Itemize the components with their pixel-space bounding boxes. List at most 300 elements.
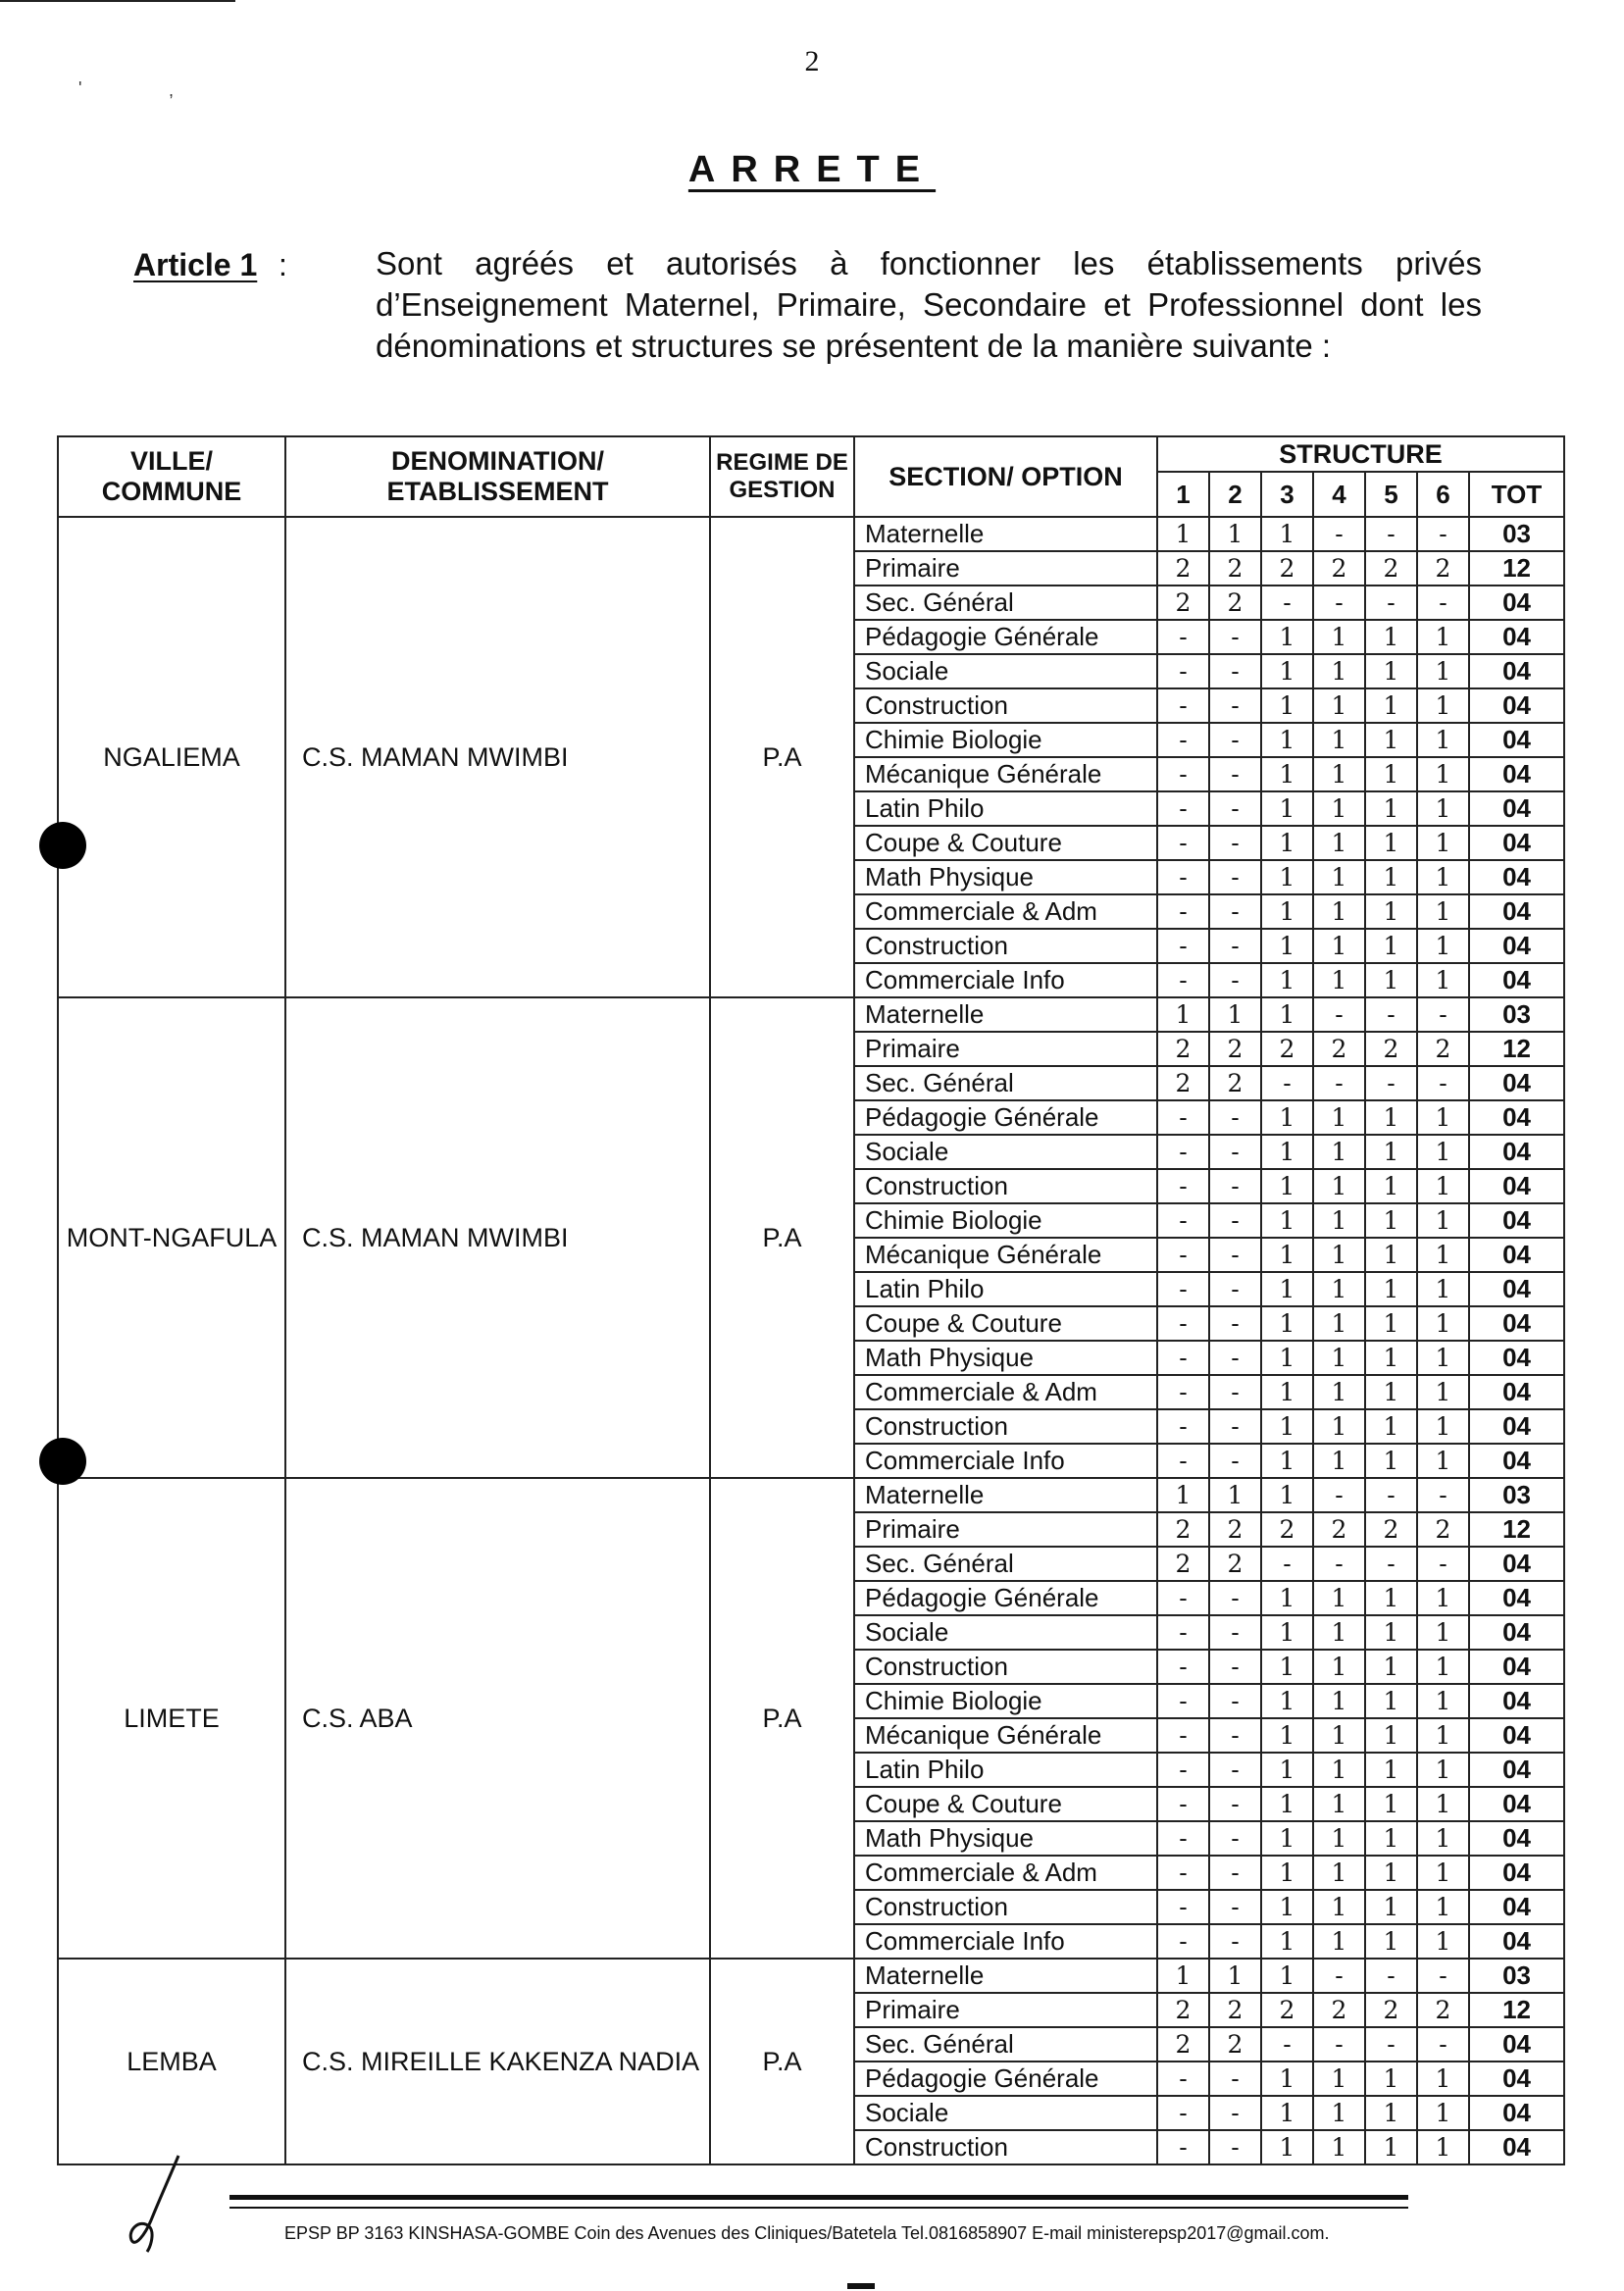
year-6-cell: 1 — [1417, 1341, 1469, 1375]
total-cell: 04 — [1469, 791, 1564, 826]
year-5-cell: 1 — [1365, 1581, 1417, 1615]
year-3-cell: 1 — [1261, 1203, 1313, 1238]
total-cell: 12 — [1469, 1512, 1564, 1547]
total-cell: 04 — [1469, 1169, 1564, 1203]
year-5-cell: 1 — [1365, 826, 1417, 860]
year-1-cell: - — [1157, 1238, 1209, 1272]
year-1-cell: 1 — [1157, 1478, 1209, 1512]
total-cell: 04 — [1469, 1615, 1564, 1650]
year-2-cell: 2 — [1209, 551, 1261, 585]
year-1-cell: - — [1157, 1890, 1209, 1924]
option-cell: Math Physique — [854, 1821, 1157, 1856]
year-1-cell: - — [1157, 1203, 1209, 1238]
year-6-cell: 1 — [1417, 1135, 1469, 1169]
year-4-cell: - — [1313, 1478, 1365, 1512]
header-regime: REGIME DE GESTION — [710, 436, 854, 517]
year-5-cell: 2 — [1365, 1993, 1417, 2027]
year-1-cell: - — [1157, 688, 1209, 723]
year-6-cell: 1 — [1417, 860, 1469, 894]
total-cell: 04 — [1469, 1100, 1564, 1135]
year-6-cell: 2 — [1417, 1032, 1469, 1066]
option-cell: Maternelle — [854, 997, 1157, 1032]
year-3-cell: 1 — [1261, 1306, 1313, 1341]
year-2-cell: - — [1209, 1581, 1261, 1615]
year-2-cell: - — [1209, 1787, 1261, 1821]
option-cell: Coupe & Couture — [854, 1306, 1157, 1341]
school-cell: C.S. MAMAN MWIMBI — [285, 997, 710, 1478]
year-2-cell: - — [1209, 2130, 1261, 2164]
page-number: 2 — [804, 45, 820, 77]
year-5-cell: - — [1365, 1478, 1417, 1512]
year-2-cell: - — [1209, 1306, 1261, 1341]
total-cell: 04 — [1469, 585, 1564, 620]
year-1-cell: - — [1157, 723, 1209, 757]
year-4-cell: 1 — [1313, 1856, 1365, 1890]
year-3-cell: 2 — [1261, 1032, 1313, 1066]
year-3-cell: 2 — [1261, 551, 1313, 585]
year-5-cell: 1 — [1365, 1787, 1417, 1821]
year-3-cell: 1 — [1261, 2096, 1313, 2130]
year-4-cell: 1 — [1313, 1821, 1365, 1856]
total-cell: 04 — [1469, 963, 1564, 997]
year-5-cell: - — [1365, 585, 1417, 620]
year-6-cell: 1 — [1417, 1753, 1469, 1787]
year-2-cell: - — [1209, 860, 1261, 894]
total-cell: 04 — [1469, 1066, 1564, 1100]
structure-table — [57, 435, 1565, 2165]
year-6-cell: 1 — [1417, 1924, 1469, 1959]
year-3-cell: 1 — [1261, 860, 1313, 894]
total-cell: 04 — [1469, 1924, 1564, 1959]
year-1-cell: - — [1157, 963, 1209, 997]
year-1-cell: - — [1157, 2096, 1209, 2130]
year-3-cell: 1 — [1261, 620, 1313, 654]
year-3-cell: 1 — [1261, 2130, 1313, 2164]
year-2-cell: 2 — [1209, 1032, 1261, 1066]
year-6-cell: 1 — [1417, 757, 1469, 791]
year-2-cell: 2 — [1209, 585, 1261, 620]
commune-cell: LEMBA — [58, 1959, 285, 2164]
year-5-cell: 1 — [1365, 791, 1417, 826]
school-cell: C.S. MAMAN MWIMBI — [285, 517, 710, 997]
school-cell: C.S. ABA — [285, 1478, 710, 1959]
option-cell: Pédagogie Générale — [854, 2062, 1157, 2096]
option-cell: Coupe & Couture — [854, 1787, 1157, 1821]
year-5-cell: 1 — [1365, 1821, 1417, 1856]
year-3-cell: 1 — [1261, 1821, 1313, 1856]
total-cell: 04 — [1469, 1821, 1564, 1856]
year-5-cell: 2 — [1365, 1512, 1417, 1547]
option-cell: Maternelle — [854, 1959, 1157, 1993]
year-4-cell: 1 — [1313, 1341, 1365, 1375]
year-1-cell: - — [1157, 757, 1209, 791]
year-4-cell: 1 — [1313, 2062, 1365, 2096]
year-2-cell: - — [1209, 2062, 1261, 2096]
article-text: Sont agréés et autorisés à fonctionner les établissements privés d’Enseignement Maternel, Primaire, Secondaire et Professionnel dont les dénominations et structures se présentent de la manière suivante : — [376, 245, 1482, 364]
year-5-cell: 1 — [1365, 1753, 1417, 1787]
year-5-cell: 1 — [1365, 963, 1417, 997]
option-cell: Primaire — [854, 1512, 1157, 1547]
year-5-cell: 1 — [1365, 2130, 1417, 2164]
year-3-cell: 1 — [1261, 1718, 1313, 1753]
year-5-cell: - — [1365, 1066, 1417, 1100]
year-3-cell: - — [1261, 2027, 1313, 2062]
year-2-cell: - — [1209, 1753, 1261, 1787]
year-1-cell: - — [1157, 860, 1209, 894]
option-cell: Sociale — [854, 1135, 1157, 1169]
year-2-cell: 2 — [1209, 1066, 1261, 1100]
year-3-cell: 1 — [1261, 1272, 1313, 1306]
year-2-cell: - — [1209, 1272, 1261, 1306]
year-2-cell: - — [1209, 1135, 1261, 1169]
year-3-cell: 1 — [1261, 1135, 1313, 1169]
option-cell: Construction — [854, 688, 1157, 723]
year-4-cell: 1 — [1313, 1924, 1365, 1959]
total-cell: 03 — [1469, 1478, 1564, 1512]
option-cell: Chimie Biologie — [854, 1684, 1157, 1718]
year-4-cell: 1 — [1313, 620, 1365, 654]
year-2-cell: - — [1209, 1650, 1261, 1684]
year-1-cell: - — [1157, 2130, 1209, 2164]
total-cell: 04 — [1469, 1444, 1564, 1478]
year-3-cell: 1 — [1261, 1375, 1313, 1409]
year-4-cell: 1 — [1313, 2130, 1365, 2164]
year-3-cell: 1 — [1261, 997, 1313, 1032]
year-4-cell: 1 — [1313, 791, 1365, 826]
year-6-cell: 1 — [1417, 1856, 1469, 1890]
year-6-cell: 1 — [1417, 1306, 1469, 1341]
article-label-text: Article 1 — [133, 247, 258, 282]
year-6-cell: 1 — [1417, 2130, 1469, 2164]
year-3-cell: 2 — [1261, 1512, 1313, 1547]
option-cell: Sec. Général — [854, 2027, 1157, 2062]
option-cell: Latin Philo — [854, 1753, 1157, 1787]
total-cell: 04 — [1469, 654, 1564, 688]
year-6-cell: 1 — [1417, 1203, 1469, 1238]
year-6-cell: 2 — [1417, 1993, 1469, 2027]
year-6-cell: 1 — [1417, 723, 1469, 757]
regime-cell: P.A — [710, 997, 854, 1478]
year-6-cell: - — [1417, 997, 1469, 1032]
year-4-cell: 1 — [1313, 688, 1365, 723]
year-5-cell: 1 — [1365, 1306, 1417, 1341]
year-2-cell: - — [1209, 1375, 1261, 1409]
year-6-cell: - — [1417, 1959, 1469, 1993]
year-2-cell: - — [1209, 1100, 1261, 1135]
year-1-cell: 2 — [1157, 2027, 1209, 2062]
year-5-cell: 2 — [1365, 551, 1417, 585]
year-1-cell: - — [1157, 1924, 1209, 1959]
school-cell: C.S. MIREILLE KAKENZA NADIA — [285, 1959, 710, 2164]
year-1-cell: - — [1157, 1100, 1209, 1135]
year-6-cell: 2 — [1417, 1512, 1469, 1547]
year-2-cell: - — [1209, 620, 1261, 654]
year-4-cell: 1 — [1313, 723, 1365, 757]
year-6-cell: 1 — [1417, 1238, 1469, 1272]
year-6-cell: - — [1417, 1478, 1469, 1512]
year-1-cell: - — [1157, 654, 1209, 688]
bottom-dash — [847, 2283, 875, 2289]
total-cell: 04 — [1469, 2062, 1564, 2096]
year-6-cell: 1 — [1417, 929, 1469, 963]
option-cell: Mécanique Générale — [854, 757, 1157, 791]
option-cell: Chimie Biologie — [854, 1203, 1157, 1238]
year-2-cell: - — [1209, 1684, 1261, 1718]
year-4-cell: 1 — [1313, 1684, 1365, 1718]
year-6-cell: 1 — [1417, 791, 1469, 826]
year-3-cell: 1 — [1261, 791, 1313, 826]
year-3-cell: 1 — [1261, 826, 1313, 860]
year-6-cell: - — [1417, 1066, 1469, 1100]
year-4-cell: 1 — [1313, 929, 1365, 963]
year-3-cell: 1 — [1261, 1959, 1313, 1993]
option-cell: Sec. Général — [854, 1547, 1157, 1581]
option-cell: Commerciale & Adm — [854, 1856, 1157, 1890]
year-5-cell: 2 — [1365, 1032, 1417, 1066]
year-5-cell: 1 — [1365, 894, 1417, 929]
option-cell: Latin Philo — [854, 1272, 1157, 1306]
year-3-cell: - — [1261, 1066, 1313, 1100]
year-2-cell: - — [1209, 1615, 1261, 1650]
total-cell: 04 — [1469, 860, 1564, 894]
year-4-cell: 1 — [1313, 654, 1365, 688]
year-6-cell: 1 — [1417, 620, 1469, 654]
year-4-cell: 1 — [1313, 1272, 1365, 1306]
year-6-cell: 1 — [1417, 1684, 1469, 1718]
year-6-cell: 1 — [1417, 826, 1469, 860]
title-text: ARRETE — [687, 149, 937, 190]
year-2-cell: - — [1209, 723, 1261, 757]
year-5-cell: 1 — [1365, 688, 1417, 723]
year-2-cell: - — [1209, 1238, 1261, 1272]
year-5-cell: 1 — [1365, 1409, 1417, 1444]
total-cell: 04 — [1469, 1650, 1564, 1684]
year-5-cell: 1 — [1365, 1890, 1417, 1924]
year-1-cell: - — [1157, 1375, 1209, 1409]
option-cell: Sociale — [854, 1615, 1157, 1650]
year-1-cell: - — [1157, 1169, 1209, 1203]
total-cell: 12 — [1469, 1993, 1564, 2027]
total-cell: 04 — [1469, 1306, 1564, 1341]
year-6-cell: 1 — [1417, 1787, 1469, 1821]
year-2-cell: - — [1209, 757, 1261, 791]
year-2-cell: - — [1209, 1856, 1261, 1890]
year-4-cell: 1 — [1313, 1718, 1365, 1753]
year-6-cell: 1 — [1417, 1409, 1469, 1444]
year-5-cell: 1 — [1365, 929, 1417, 963]
year-3-cell: 1 — [1261, 1787, 1313, 1821]
year-1-cell: - — [1157, 1753, 1209, 1787]
year-3-cell: 1 — [1261, 1100, 1313, 1135]
year-4-cell: 1 — [1313, 1203, 1365, 1238]
year-3-cell: 1 — [1261, 1169, 1313, 1203]
header-structure: STRUCTURE — [1157, 436, 1564, 472]
year-2-cell: - — [1209, 1924, 1261, 1959]
option-cell: Sociale — [854, 2096, 1157, 2130]
year-3-cell: 1 — [1261, 723, 1313, 757]
year-5-cell: 1 — [1365, 723, 1417, 757]
option-cell: Pédagogie Générale — [854, 620, 1157, 654]
option-cell: Chimie Biologie — [854, 723, 1157, 757]
option-cell: Construction — [854, 1409, 1157, 1444]
year-5-cell: 1 — [1365, 1856, 1417, 1890]
option-cell: Primaire — [854, 1993, 1157, 2027]
year-4-cell: 1 — [1313, 1169, 1365, 1203]
year-1-cell: - — [1157, 894, 1209, 929]
year-3-cell: 1 — [1261, 1753, 1313, 1787]
year-4-cell: - — [1313, 517, 1365, 551]
table-row — [58, 1478, 1564, 1512]
year-6-cell: 1 — [1417, 1100, 1469, 1135]
year-5-cell: 1 — [1365, 1375, 1417, 1409]
year-3-cell: 1 — [1261, 1581, 1313, 1615]
year-5-cell: 1 — [1365, 1341, 1417, 1375]
total-cell: 04 — [1469, 723, 1564, 757]
total-cell: 04 — [1469, 1684, 1564, 1718]
year-3-cell: 1 — [1261, 929, 1313, 963]
year-5-cell: 1 — [1365, 1100, 1417, 1135]
header-denomination: DENOMINATION/ ETABLISSEMENT — [285, 436, 710, 517]
option-cell: Commerciale Info — [854, 1444, 1157, 1478]
year-6-cell: - — [1417, 517, 1469, 551]
header-year-2: 2 — [1209, 472, 1261, 517]
header-year-1: 1 — [1157, 472, 1209, 517]
year-3-cell: - — [1261, 585, 1313, 620]
option-cell: Mécanique Générale — [854, 1718, 1157, 1753]
year-1-cell: - — [1157, 1856, 1209, 1890]
option-cell: Pédagogie Générale — [854, 1581, 1157, 1615]
total-cell: 04 — [1469, 1409, 1564, 1444]
year-1-cell: - — [1157, 1787, 1209, 1821]
year-2-cell: - — [1209, 963, 1261, 997]
footer-rule — [229, 2207, 1408, 2209]
year-4-cell: 1 — [1313, 1581, 1365, 1615]
year-1-cell: 2 — [1157, 1032, 1209, 1066]
table-body — [58, 517, 1564, 2164]
header-year-5: 5 — [1365, 472, 1417, 517]
year-3-cell: 1 — [1261, 1478, 1313, 1512]
scan-speck: , — [169, 80, 175, 100]
year-2-cell: - — [1209, 1890, 1261, 1924]
total-cell: 04 — [1469, 620, 1564, 654]
year-6-cell: 1 — [1417, 2096, 1469, 2130]
year-3-cell: 1 — [1261, 2062, 1313, 2096]
year-5-cell: 1 — [1365, 2096, 1417, 2130]
option-cell: Primaire — [854, 551, 1157, 585]
year-1-cell: - — [1157, 1718, 1209, 1753]
year-4-cell: 1 — [1313, 1409, 1365, 1444]
year-4-cell: 1 — [1313, 963, 1365, 997]
year-2-cell: - — [1209, 791, 1261, 826]
binder-hole — [39, 1438, 86, 1485]
total-cell: 04 — [1469, 1856, 1564, 1890]
year-4-cell: 1 — [1313, 1615, 1365, 1650]
total-cell: 04 — [1469, 1547, 1564, 1581]
year-2-cell: - — [1209, 688, 1261, 723]
year-1-cell: - — [1157, 826, 1209, 860]
year-6-cell: 1 — [1417, 1615, 1469, 1650]
year-4-cell: 1 — [1313, 1444, 1365, 1478]
total-cell: 04 — [1469, 1203, 1564, 1238]
year-3-cell: 1 — [1261, 1615, 1313, 1650]
year-3-cell: - — [1261, 1547, 1313, 1581]
option-cell: Construction — [854, 1890, 1157, 1924]
year-4-cell: 2 — [1313, 551, 1365, 585]
year-1-cell: - — [1157, 1306, 1209, 1341]
signature-mark — [122, 2150, 190, 2263]
year-6-cell: 1 — [1417, 654, 1469, 688]
year-3-cell: 1 — [1261, 1238, 1313, 1272]
year-4-cell: 1 — [1313, 860, 1365, 894]
year-2-cell: 1 — [1209, 517, 1261, 551]
year-5-cell: 1 — [1365, 1169, 1417, 1203]
footer-address: EPSP BP 3163 KINSHASA-GOMBE Coin des Avenues des Cliniques/Batetela Tel.0816858907 E-mail ministerepsp2017@gmail.com. — [284, 2223, 1330, 2243]
article-label — [133, 247, 257, 283]
year-1-cell: - — [1157, 1272, 1209, 1306]
year-6-cell: - — [1417, 585, 1469, 620]
year-4-cell: 1 — [1313, 1306, 1365, 1341]
year-2-cell: - — [1209, 1409, 1261, 1444]
year-1-cell: 1 — [1157, 517, 1209, 551]
year-4-cell: - — [1313, 1959, 1365, 1993]
year-4-cell: - — [1313, 1547, 1365, 1581]
year-2-cell: 2 — [1209, 2027, 1261, 2062]
year-6-cell: 1 — [1417, 1581, 1469, 1615]
year-1-cell: 2 — [1157, 1066, 1209, 1100]
header-year-6: 6 — [1417, 472, 1469, 517]
year-4-cell: 1 — [1313, 1238, 1365, 1272]
year-3-cell: 2 — [1261, 1993, 1313, 2027]
option-cell: Sec. Général — [854, 585, 1157, 620]
year-2-cell: - — [1209, 654, 1261, 688]
option-cell: Latin Philo — [854, 791, 1157, 826]
year-6-cell: 1 — [1417, 1821, 1469, 1856]
year-4-cell: 1 — [1313, 1375, 1365, 1409]
year-1-cell: - — [1157, 1341, 1209, 1375]
year-2-cell: - — [1209, 1169, 1261, 1203]
year-5-cell: 1 — [1365, 1238, 1417, 1272]
year-2-cell: - — [1209, 1341, 1261, 1375]
option-cell: Construction — [854, 929, 1157, 963]
year-6-cell: 1 — [1417, 963, 1469, 997]
year-1-cell: - — [1157, 1684, 1209, 1718]
regime-cell: P.A — [710, 1478, 854, 1959]
option-cell: Commerciale & Adm — [854, 894, 1157, 929]
commune-cell: NGALIEMA — [58, 517, 285, 997]
header-section-option: SECTION/ OPTION — [854, 436, 1157, 517]
year-2-cell: - — [1209, 2096, 1261, 2130]
year-4-cell: - — [1313, 997, 1365, 1032]
year-1-cell: - — [1157, 1444, 1209, 1478]
year-1-cell: - — [1157, 2062, 1209, 2096]
header-ville-commune: VILLE/ COMMUNE — [58, 436, 285, 517]
year-6-cell: 1 — [1417, 1718, 1469, 1753]
total-cell: 04 — [1469, 1718, 1564, 1753]
year-4-cell: 1 — [1313, 1890, 1365, 1924]
total-cell: 04 — [1469, 1581, 1564, 1615]
year-3-cell: 1 — [1261, 1341, 1313, 1375]
year-4-cell: 1 — [1313, 894, 1365, 929]
year-6-cell: 1 — [1417, 1444, 1469, 1478]
regime-cell: P.A — [710, 1959, 854, 2164]
year-3-cell: 1 — [1261, 517, 1313, 551]
year-5-cell: 1 — [1365, 1924, 1417, 1959]
year-2-cell: - — [1209, 1203, 1261, 1238]
regime-cell: P.A — [710, 517, 854, 997]
total-cell: 04 — [1469, 757, 1564, 791]
year-2-cell: 2 — [1209, 1512, 1261, 1547]
table-header — [58, 436, 1564, 517]
